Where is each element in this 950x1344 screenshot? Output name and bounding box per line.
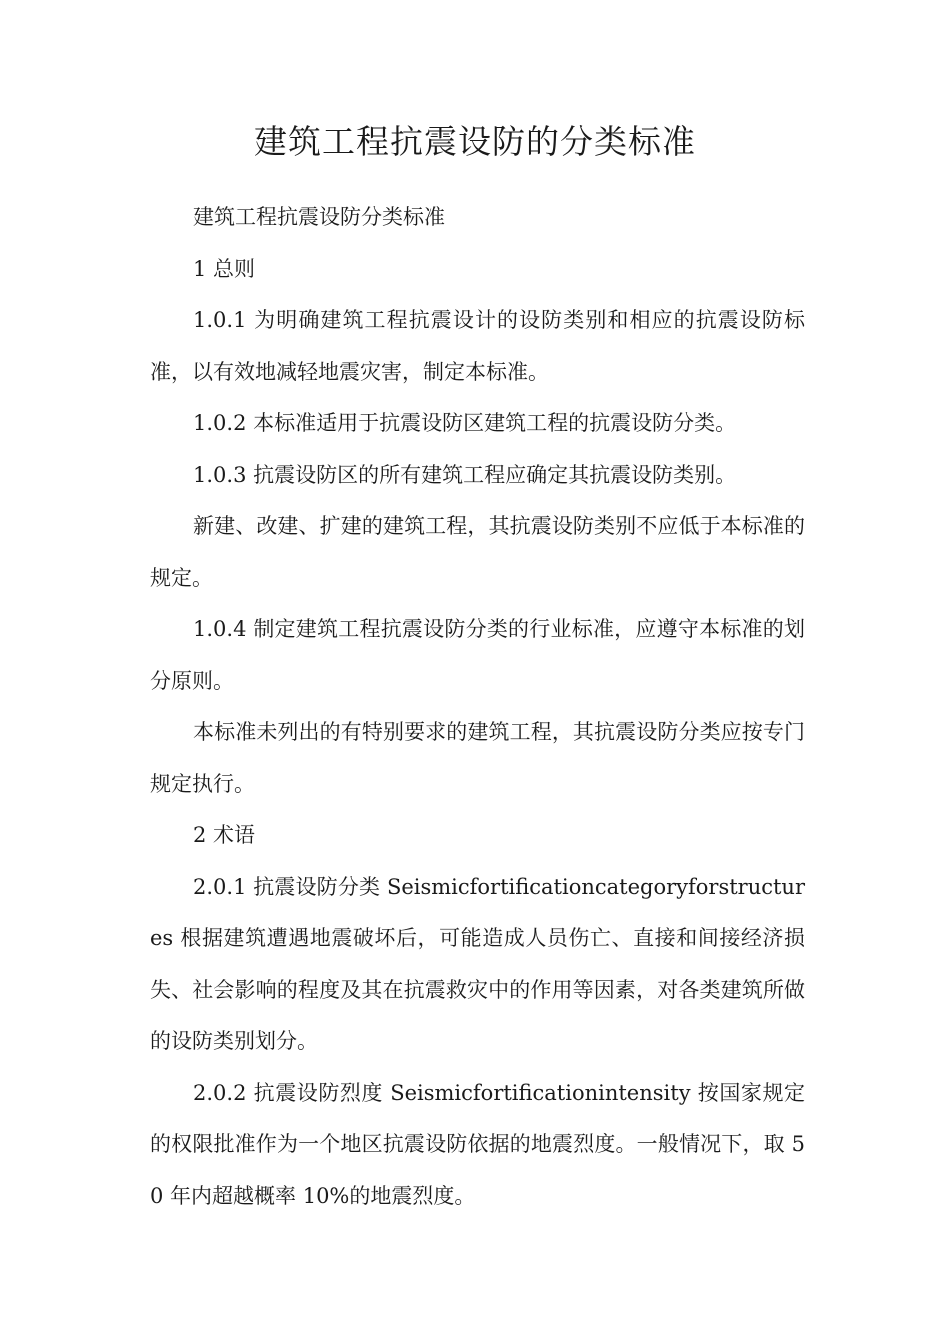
paragraph-1-0-3-note: 新建、改建、扩建的建筑工程，其抗震设防类别不应低于本标准的规定。	[150, 514, 805, 590]
paragraph-1-0-4-note: 本标准未列出的有特别要求的建筑工程，其抗震设防分类应按专门规定执行。	[150, 720, 805, 796]
paragraph-section-1-heading: 1 总则	[193, 256, 256, 281]
paragraph-section-2-heading: 2 术语	[193, 823, 256, 847]
paragraph-subtitle: 建筑工程抗震设防分类标准	[193, 205, 445, 229]
paragraph-2-0-2: 2.0.2 抗震设防烈度 Seismicfortificationintensity 按国家规定的权限批准作为一个地区抗震设防依据的地震烈度。一般情况下，取 50 年内超越概率 10%的地震烈度。	[150, 1080, 805, 1208]
paragraph-2-0-1: 2.0.1 抗震设防分类 Seismicfortificationcategoryforstructures 根据建筑遭遇地震破坏后，可能造成人员伤亡、直接和间接经济损失、社会影响的程度及其在抗震救灾中的作用等因素，对各类建筑所做的设防类别划分。	[150, 874, 805, 1053]
paragraph-1-0-4: 1.0.4 制定建筑工程抗震设防分类的行业标准，应遵守本标准的划分原则。	[150, 617, 805, 693]
paragraph-1-0-3: 1.0.3 抗震设防区的所有建筑工程应确定其抗震设防类别。	[193, 462, 737, 487]
document-body	[150, 192, 805, 1222]
paragraph-1-0-2: 1.0.2 本标准适用于抗震设防区建筑工程的抗震设防分类。	[193, 411, 737, 435]
document-title: 建筑工程抗震设防的分类标准	[254, 122, 696, 161]
paragraph-1-0-1: 1.0.1 为明确建筑工程抗震设计的设防类别和相应的抗震设防标准，以有效地减轻地震灾害，制定本标准。	[150, 308, 805, 384]
